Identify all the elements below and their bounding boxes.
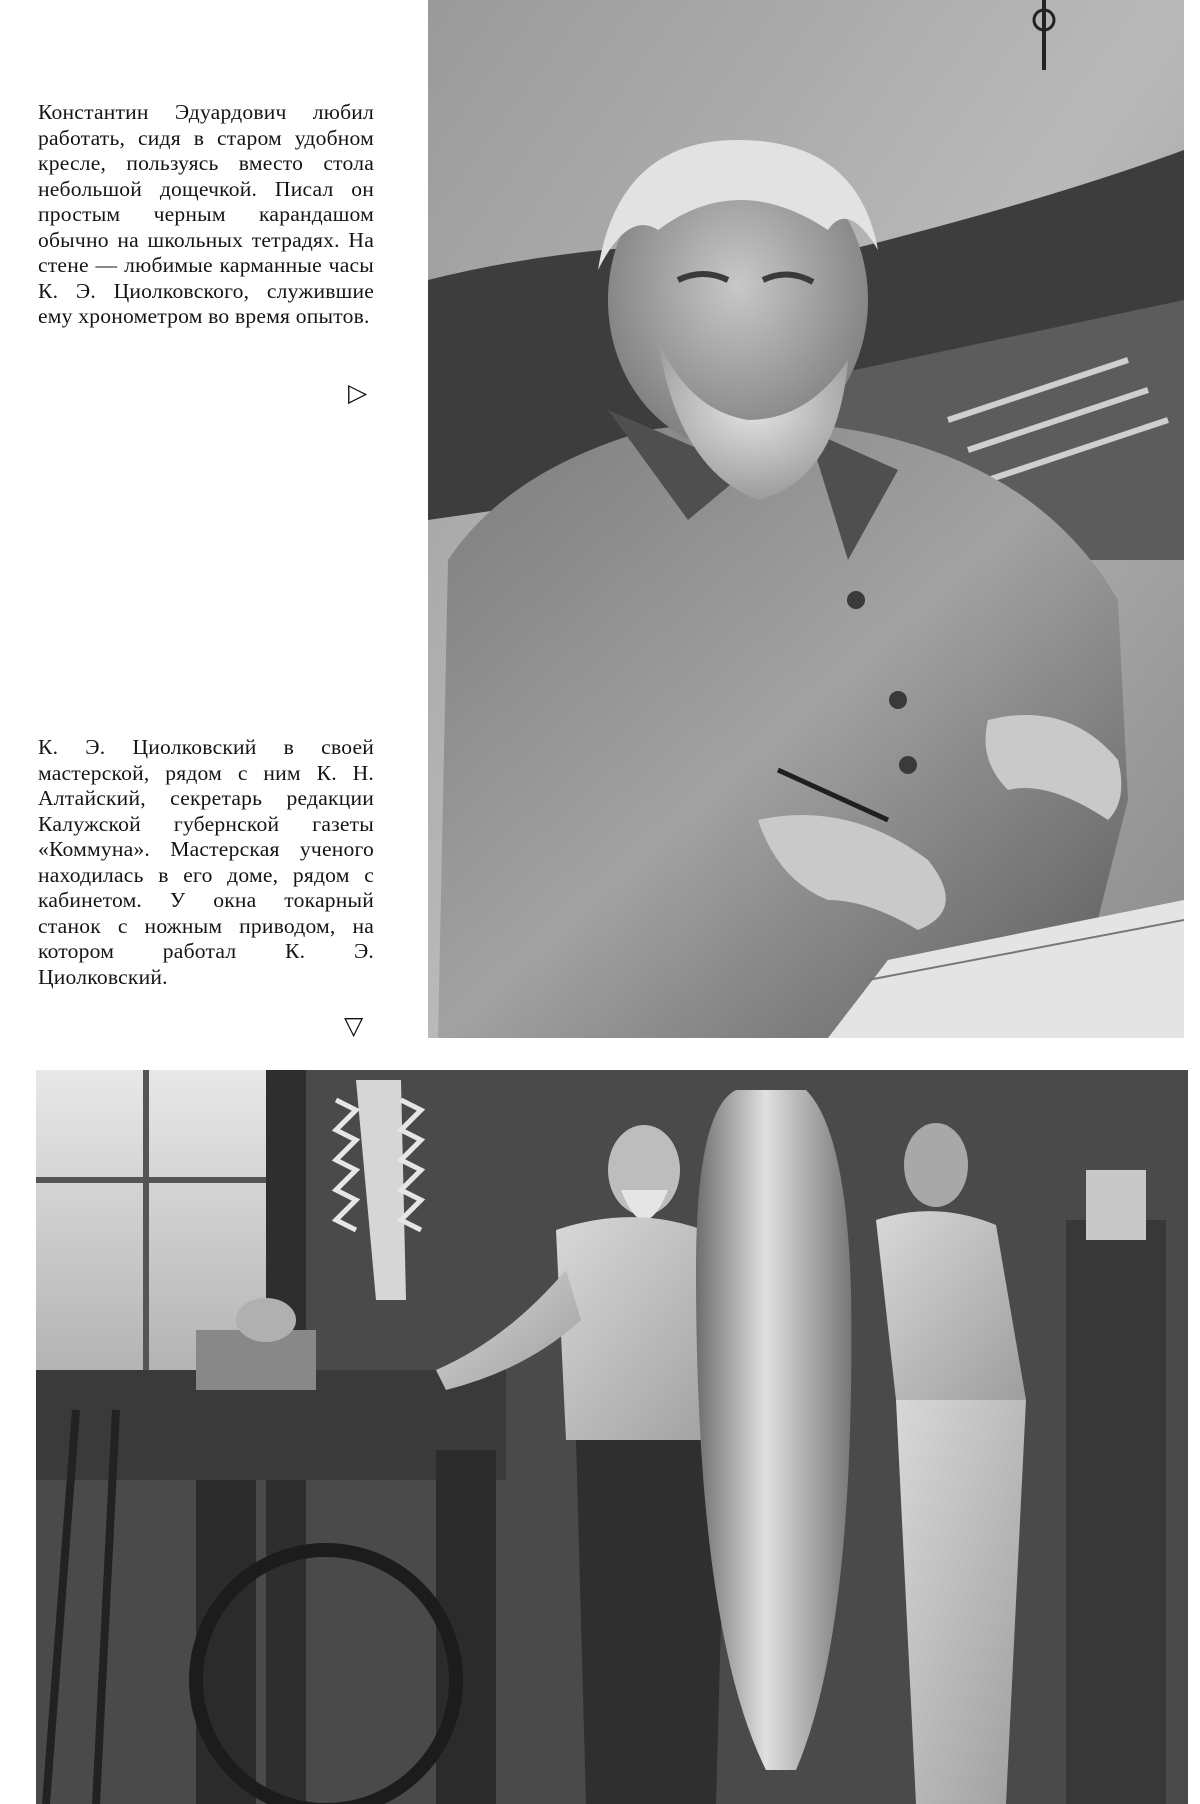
portrait-photo-image [428, 0, 1184, 1038]
workshop-photo-image [36, 1070, 1188, 1804]
workshop-caption: К. Э. Циолковский в своей мастерской, рядом с ним К. Н. Алтайский, секретарь редакции Калужской губернской газеты «Коммуна». Мастерская ученого находилась в его доме, рядом с кабинетом. У окна токарный станок с ножным приводом, на котором работал К. Э. Циолковский. [38, 735, 374, 989]
right-pointer-icon: ▷ [348, 378, 368, 407]
down-pointer-icon: ▽ [344, 1011, 364, 1040]
workshop-photo [36, 1070, 1188, 1804]
portrait-photo [428, 0, 1184, 1038]
portrait-caption: Константин Эдуардович любил работать, сидя в старом удобном кресле, пользуясь вместо стола небольшой дощечкой. Писал он простым черным карандашом обычно на школьных тетрадях. На стене — любимые карманные часы К. Э. Циолковского, служившие ему хронометром во время опытов. [38, 100, 374, 328]
